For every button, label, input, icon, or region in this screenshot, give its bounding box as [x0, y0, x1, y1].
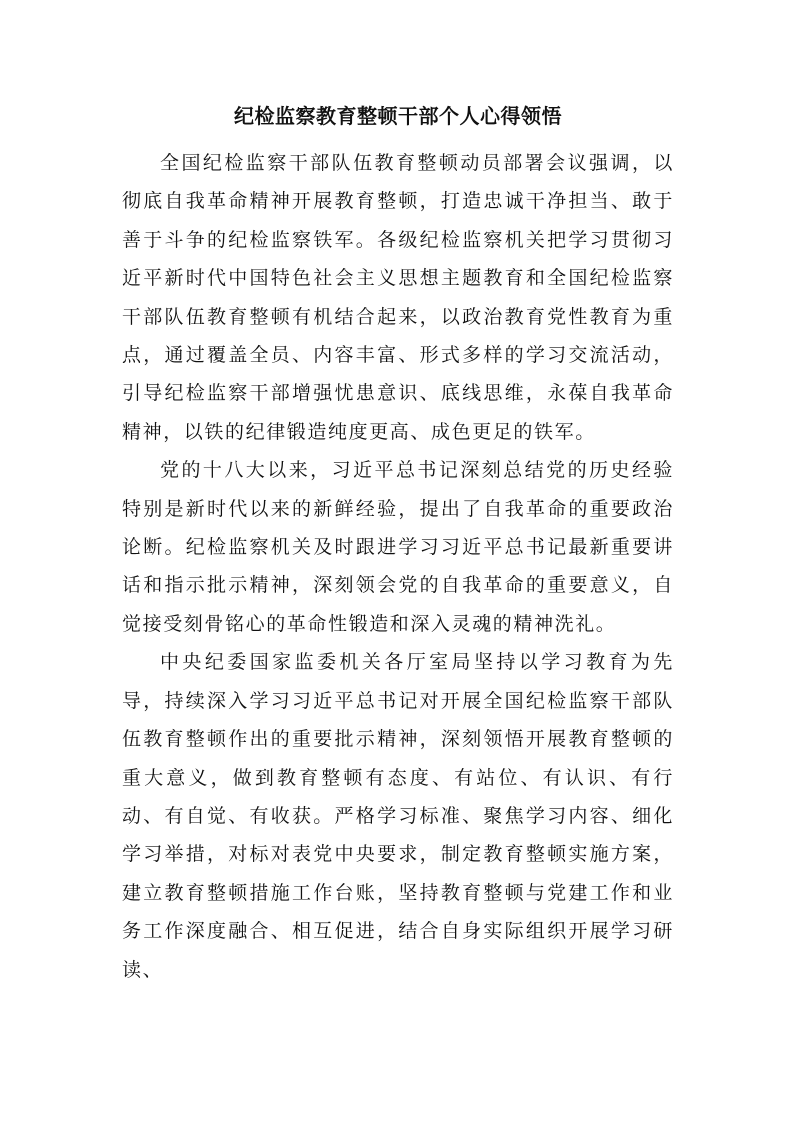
paragraph-2: 党的十八大以来，习近平总书记深刻总结党的历史经验特别是新时代以来的新鲜经验，提出了自我革命的重要政治论断。纪检监察机关及时跟进学习习近平总书记最新重要讲话和指示批示精神，深刻领会党的自我革命的重要意义，自觉接受刻骨铭心的革命性锻造和深入灵魂的精神洗礼。 — [122, 459, 674, 635]
paragraph-1: 全国纪检监察干部队伍教育整顿动员部署会议强调，以彻底自我革命精神开展教育整顿，打造忠诚干净担当、敢于善于斗争的纪检监察铁军。各级纪检监察机关把学习贯彻习近平新时代中国特色社会主义思想主题教育和全国纪检监察干部队伍教育整顿有机结合起来，以政治教育党性教育为重点，通过覆盖全员、内容丰富、形式多样的学习交流活动，引导纪检监察干部增强忧患意识、底线思维，永葆自我革命精神，以铁的纪律锻造纯度更高、成色更足的铁军。 — [122, 152, 674, 443]
document-title: 纪检监察教育整顿干部个人心得领悟 — [234, 104, 562, 128]
document-body — [122, 100, 674, 989]
paragraph-3: 中央纪委国家监委机关各厅室局坚持以学习教育为先导，持续深入学习习近平总书记对开展全国纪检监察干部队伍教育整顿作出的重要批示精神，深刻领悟开展教育整顿的重大意义，做到教育整顿有态度、有站位、有认识、有行动、有自觉、有收获。严格学习标准、聚焦学习内容、细化学习举措，对标对表党中央要求，制定教育整顿实施方案，建立教育整顿措施工作台账，坚持教育整顿与党建工作和业务工作深度融合、相互促进，结合自身实际组织开展学习研读、 — [122, 651, 674, 981]
